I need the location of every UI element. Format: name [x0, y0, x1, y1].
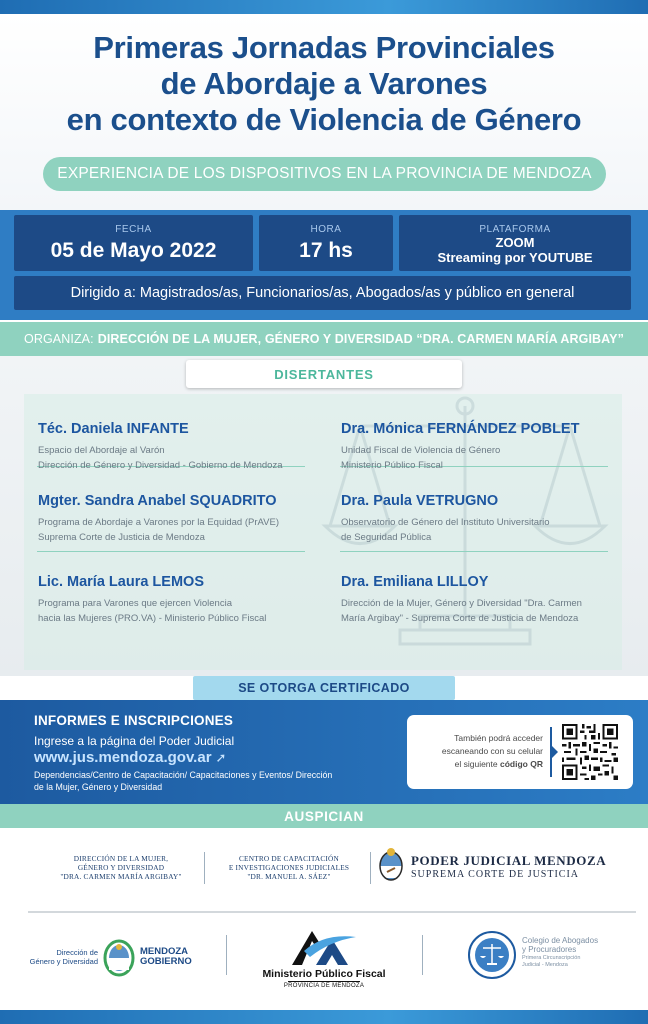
organizer-label: ORGANIZA: — [24, 332, 94, 346]
colegio-abogados-text — [522, 937, 598, 969]
logo-text-line: Género y Diversidad — [29, 957, 98, 966]
gobierno-direccion-text — [28, 948, 98, 966]
qr-text-bold: código QR — [500, 759, 543, 769]
qr-code-icon[interactable] — [562, 724, 618, 780]
platform-line-1: ZOOM — [495, 235, 535, 250]
sponsor-divider — [204, 852, 205, 884]
qr-text-pre: el siguiente — [454, 759, 498, 769]
qr-text-line: También podrá acceder — [454, 733, 543, 743]
speaker-card — [341, 421, 621, 473]
organizer-value: DIRECCIÓN DE LA MUJER, GÉNERO Y DIVERSIDAD “DRA. CARMEN MARÍA ARGIBAY” — [97, 332, 624, 346]
time-value: 17 hs — [299, 239, 353, 262]
title-line-1: Primeras Jornadas Provinciales — [93, 30, 555, 65]
platform-label: PLATAFORMA — [479, 224, 551, 235]
speaker-affiliation: hacia las Mujeres (PRO.VA) - Ministerio Público Fiscal — [38, 613, 267, 624]
divider — [288, 981, 360, 982]
platform-line-2: Streaming por YOUTUBE — [437, 250, 593, 265]
qr-text-line: escaneando con su celular — [441, 746, 543, 756]
registration-section — [0, 700, 648, 804]
registration-url-container — [34, 749, 226, 766]
logo-text-line: "DRA. CARMEN MARÍA ARGIBAY" — [60, 872, 182, 881]
logo-text-line: Colegio de Abogados — [522, 936, 599, 945]
speaker-affiliation: Suprema Corte de Justicia de Mendoza — [38, 532, 205, 543]
date-value: 05 de Mayo 2022 — [50, 239, 217, 262]
speaker-card — [38, 493, 318, 545]
subtitle-pill: EXPERIENCIA DE LOS DISPOSITIVOS EN LA PROVINCIA DE MENDOZA — [43, 157, 606, 191]
qr-pointer-icon — [552, 746, 558, 758]
speaker-affiliation: Programa para Varones que ejercen Violencia — [38, 598, 232, 609]
mendoza-gobierno-name — [140, 947, 192, 967]
top-stripe — [0, 0, 648, 14]
poder-judicial-logo — [378, 846, 618, 886]
platform-box — [399, 215, 631, 271]
time-box — [259, 215, 393, 271]
bottom-stripe — [0, 1010, 648, 1024]
speaker-name: Dra. Emiliana LILLOY — [341, 574, 489, 590]
logo-text-line: "DR. MANUEL A. SÁEZ" — [247, 872, 331, 881]
speaker-card — [38, 574, 318, 626]
info-band — [0, 210, 648, 320]
speaker-card — [341, 574, 621, 626]
coat-of-arms-icon — [378, 846, 404, 884]
speaker-name: Téc. Daniela INFANTE — [38, 421, 189, 437]
logo-text-line: Dirección de — [56, 948, 98, 957]
speaker-affiliation: Unidad Fiscal de Violencia de Género — [341, 445, 501, 456]
title-line-2: de Abordaje a Varones — [160, 66, 488, 101]
speaker-affiliation: María Argibay" - Suprema Corte de Justicia de Mendoza — [341, 613, 579, 624]
audience-bar: Dirigido a: Magistrados/as, Funcionarios/as, Abogados/as y público en general — [14, 276, 631, 310]
suprema-corte-subtitle: SUPREMA CORTE DE JUSTICIA — [411, 869, 580, 880]
colegio-abogados-seal-icon — [467, 930, 517, 980]
speaker-card — [341, 493, 621, 545]
date-box — [14, 215, 253, 271]
centro-capacitacion-logo — [216, 854, 362, 881]
speaker-affiliation: Dirección de la Mujer, Género y Diversidad "Dra. Carmen — [341, 598, 582, 609]
logo-text-line: GÉNERO Y DIVERSIDAD — [77, 863, 165, 872]
registration-path-line: de la Mujer, Género y Diversidad — [34, 782, 163, 792]
poder-judicial-title: PODER JUDICIAL MENDOZA — [411, 853, 607, 868]
date-label: FECHA — [115, 224, 152, 235]
logo-text-line: GOBIERNO — [140, 956, 192, 967]
pointer-arrow-icon: ➚ — [215, 750, 227, 765]
speaker-affiliation: Programa de Abordaje a Varones por la Equidad (PrAVE) — [38, 517, 279, 528]
registration-link[interactable]: www.jus.mendoza.gov.ar — [34, 749, 212, 766]
sponsor-divider — [422, 935, 423, 975]
logo-text-line: DIRECCIÓN DE LA MUJER, — [73, 854, 169, 863]
time-label: HORA — [310, 224, 342, 235]
mendoza-shield-icon — [102, 937, 136, 977]
speakers-heading: DISERTANTES — [186, 360, 462, 388]
speaker-affiliation: Dirección de Género y Diversidad - Gobierno de Mendoza — [38, 460, 283, 471]
sponsor-divider — [226, 935, 227, 975]
logo-text-line: Primera Circunscripción — [522, 955, 581, 961]
direccion-mujer-logo — [48, 854, 194, 881]
sponsors-heading: AUSPICIAN — [0, 804, 648, 828]
speaker-card — [38, 421, 318, 473]
organizer-bar — [0, 322, 648, 356]
speaker-affiliation: de Seguridad Pública — [341, 532, 432, 543]
registration-title: INFORMES E INSCRIPCIONES — [34, 713, 234, 728]
registration-path — [34, 769, 332, 793]
speaker-name: Dra. Mónica FERNÁNDEZ POBLET — [341, 421, 580, 437]
separator — [340, 551, 608, 552]
logo-text-line: MENDOZA — [140, 946, 189, 957]
qr-text-line — [415, 758, 543, 771]
logo-text-line: E INVESTIGACIONES JUDICIALES — [228, 863, 350, 872]
qr-instructions — [415, 732, 543, 771]
speaker-affiliation: Ministerio Público Fiscal — [341, 460, 443, 471]
certificate-badge: SE OTORGA CERTIFICADO — [193, 676, 455, 700]
qr-card — [407, 715, 633, 789]
logo-text-line: CENTRO DE CAPACITACIÓN — [238, 854, 340, 863]
page-title — [0, 30, 648, 138]
ministerio-publico-fiscal-logo-icon — [290, 927, 358, 967]
logo-text-line: y Procuradores — [522, 944, 577, 954]
speaker-name: Lic. María Laura LEMOS — [38, 574, 204, 590]
speaker-name: Dra. Paula VETRUGNO — [341, 493, 499, 509]
sponsors-row-2 — [0, 913, 648, 1010]
logo-text-line: Judicial - Mendoza — [522, 962, 568, 968]
sponsor-divider — [370, 852, 371, 884]
registration-instructions: Ingrese a la página del Poder Judicial — [34, 734, 235, 748]
ministerio-publico-fiscal-name: Ministerio Público Fiscal — [262, 968, 386, 980]
registration-path-line: Dependencias/Centro de Capacitación/ Capacitaciones y Eventos/ Dirección — [34, 770, 333, 780]
sponsors-row-1 — [0, 828, 648, 912]
speaker-affiliation: Observatorio de Género del Instituto Universitario — [341, 517, 550, 528]
speaker-name: Mgter. Sandra Anabel SQUADRITO — [38, 493, 277, 509]
separator — [37, 551, 305, 552]
speaker-affiliation: Espacio del Abordaje al Varón — [38, 445, 165, 456]
title-line-3: en contexto de Violencia de Género — [66, 102, 582, 137]
ministerio-publico-fiscal-subtitle: PROVINCIA DE MENDOZA — [283, 983, 365, 989]
